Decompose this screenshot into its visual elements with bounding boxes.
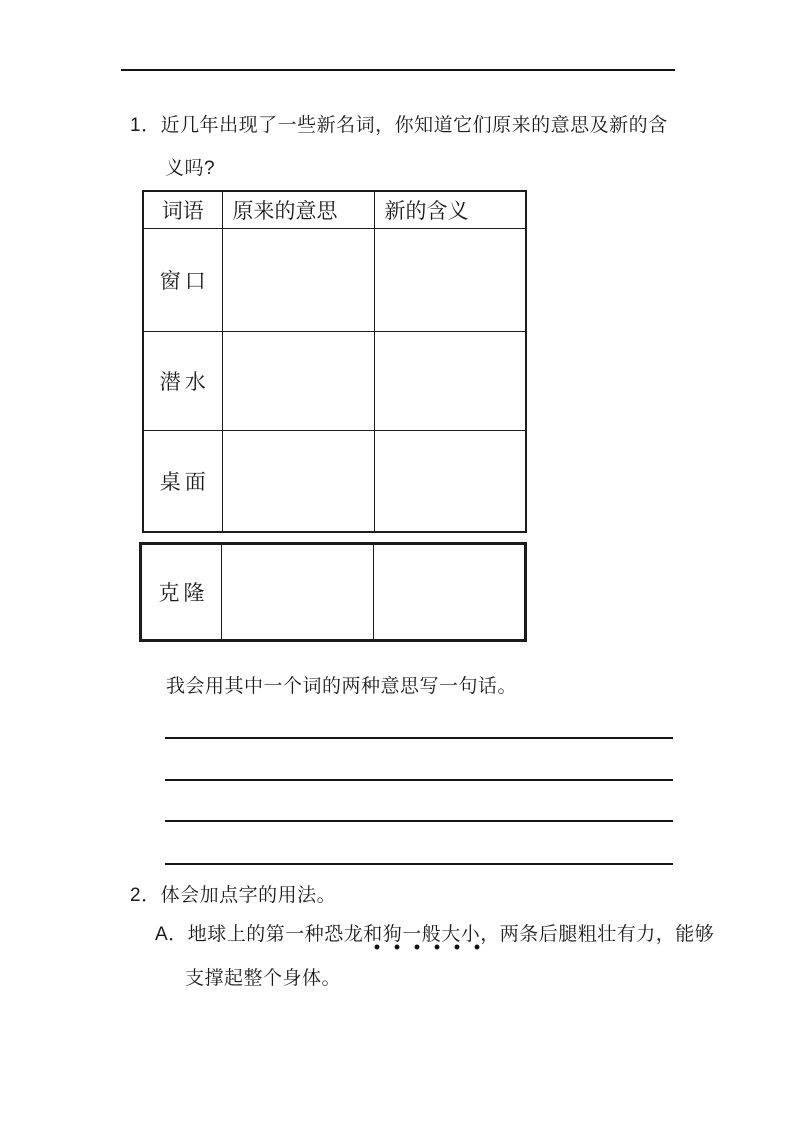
table-row <box>143 331 526 430</box>
answer-cell-original-meaning <box>222 430 374 532</box>
answer-cell-original-meaning <box>222 331 374 430</box>
header-cell-word: 词语 <box>143 191 222 228</box>
item-a-line-1 <box>155 922 714 947</box>
answer-cell-new-meaning <box>374 228 526 331</box>
word-cell: 窗口 <box>143 228 222 331</box>
item-a-line-2: 支撑起整个身体。 <box>185 968 342 989</box>
answer-cell-new-meaning <box>374 544 526 641</box>
answer-cell-original-meaning <box>222 544 374 641</box>
detached-clone-table <box>139 542 527 642</box>
table-row <box>143 430 526 532</box>
word-cell: 克隆 <box>141 544 222 641</box>
item-a-text-after: ，两条后腿粗壮有力，能够 <box>480 924 715 945</box>
question-1-line-1: 1．近几年出现了一些新名词，你知道它们原来的意思及新的含 <box>130 115 668 136</box>
item-a-text-before: 地球上的第一种恐龙 <box>187 924 364 945</box>
header-cell-original-meaning: 原来的意思 <box>222 191 374 228</box>
writing-line <box>165 820 673 822</box>
writing-line <box>165 737 673 739</box>
answer-cell-original-meaning <box>222 228 374 331</box>
word-cell: 潜水 <box>143 331 222 430</box>
writing-line <box>165 863 673 865</box>
sentence-prompt: 我会用其中一个词的两种意思写一句话。 <box>166 676 518 697</box>
answer-cell-new-meaning <box>374 331 526 430</box>
header-rule <box>121 69 675 71</box>
answer-cell-new-meaning <box>374 430 526 532</box>
item-a-label: A． <box>155 924 188 945</box>
word-cell: 桌面 <box>143 430 222 532</box>
writing-line <box>165 779 673 781</box>
question-1-line-2: 义吗? <box>165 158 216 179</box>
vocab-table-header-row <box>143 191 526 228</box>
emphasis-dotted-text: 和狗一般大小 <box>363 924 480 950</box>
question-2-heading: 2．体会加点字的用法。 <box>130 885 337 906</box>
table-row <box>143 228 526 331</box>
table-row <box>141 544 526 641</box>
header-cell-new-meaning: 新的含义 <box>374 191 526 228</box>
vocab-table <box>142 190 527 533</box>
